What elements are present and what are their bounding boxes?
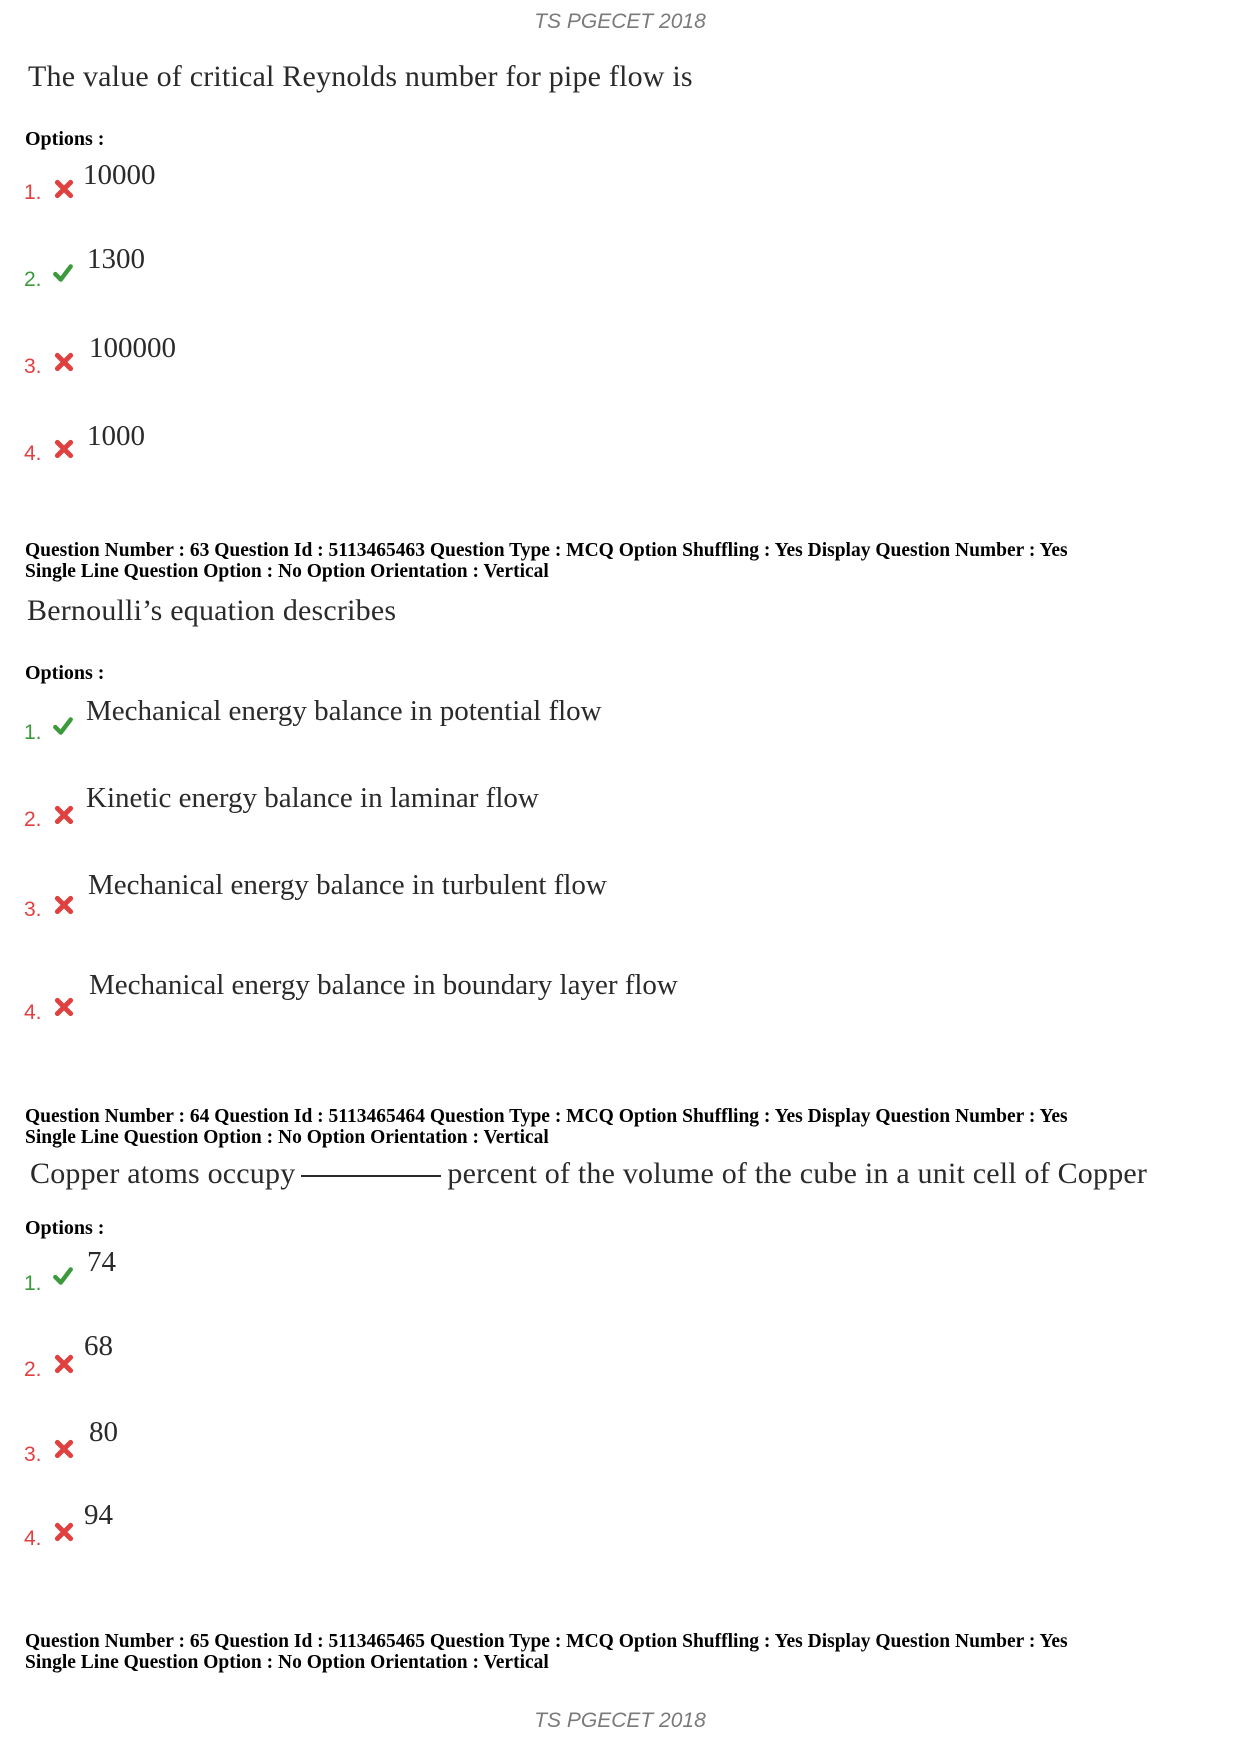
cross-icon	[53, 438, 75, 460]
question-meta-line2: Single Line Question Option : No Option Orientation : Vertical	[25, 561, 549, 582]
cross-icon	[53, 1521, 75, 1543]
cross-icon	[53, 351, 75, 373]
check-icon	[52, 715, 74, 737]
options-label: Options :	[25, 1217, 105, 1239]
question-meta-line2: Single Line Question Option : No Option Orientation : Vertical	[25, 1652, 549, 1673]
check-icon	[52, 1265, 74, 1287]
option-text: 10000	[83, 159, 156, 191]
question-meta-line1: Question Number : 65 Question Id : 5113465465 Question Type : MCQ Option Shuffling : Yes Display Question Number : Yes	[25, 1631, 1068, 1652]
option-number: 2.	[24, 268, 42, 291]
question-meta-line1: Question Number : 64 Question Id : 5113465464 Question Type : MCQ Option Shuffling : Yes Display Question Number : Yes	[25, 1106, 1068, 1127]
option-text: 80	[89, 1416, 118, 1448]
option-text: 94	[84, 1499, 113, 1531]
option-text: Kinetic energy balance in laminar flow	[86, 782, 539, 814]
question-meta-line2: Single Line Question Option : No Option Orientation : Vertical	[25, 1127, 549, 1148]
option-text: Mechanical energy balance in potential flow	[86, 695, 602, 727]
option-number: 4.	[24, 442, 42, 465]
question-text-after: percent of the volume of the cube in a unit cell of Copper	[447, 1157, 1148, 1190]
option-number: 4.	[24, 1001, 42, 1024]
option-number: 1.	[24, 1272, 42, 1295]
option-text: Mechanical energy balance in turbulent flow	[88, 869, 607, 901]
question-text: Bernoulli’s equation describes	[27, 594, 397, 627]
option-number: 2.	[24, 808, 42, 831]
page-footer: TS PGECET 2018	[534, 1709, 706, 1732]
option-number: 2.	[24, 1358, 42, 1381]
option-text: 1300	[87, 243, 145, 275]
question-text	[30, 1157, 1147, 1191]
options-label: Options :	[25, 662, 105, 684]
option-text: 1000	[87, 420, 145, 452]
option-number: 3.	[24, 1443, 42, 1466]
option-text: Mechanical energy balance in boundary layer flow	[89, 969, 678, 1001]
option-number: 3.	[24, 355, 42, 378]
question-text: The value of critical Reynolds number for pipe flow is	[28, 60, 693, 93]
option-text: 100000	[89, 332, 176, 364]
page-header: TS PGECET 2018	[534, 10, 706, 33]
options-label: Options :	[25, 128, 105, 150]
cross-icon	[53, 996, 75, 1018]
question-meta-line1: Question Number : 63 Question Id : 5113465463 Question Type : MCQ Option Shuffling : Yes Display Question Number : Yes	[25, 540, 1068, 561]
option-text: 68	[84, 1330, 113, 1362]
cross-icon	[53, 178, 75, 200]
option-number: 4.	[24, 1527, 42, 1550]
cross-icon	[53, 804, 75, 826]
cross-icon	[53, 894, 75, 916]
cross-icon	[53, 1438, 75, 1460]
option-number: 3.	[24, 898, 42, 921]
question-text-before: Copper atoms occupy	[30, 1157, 296, 1190]
option-number: 1.	[24, 181, 42, 204]
fill-in-blank	[301, 1175, 441, 1177]
cross-icon	[53, 1353, 75, 1375]
option-number: 1.	[24, 721, 42, 744]
option-text: 74	[87, 1246, 116, 1278]
check-icon	[52, 262, 74, 284]
